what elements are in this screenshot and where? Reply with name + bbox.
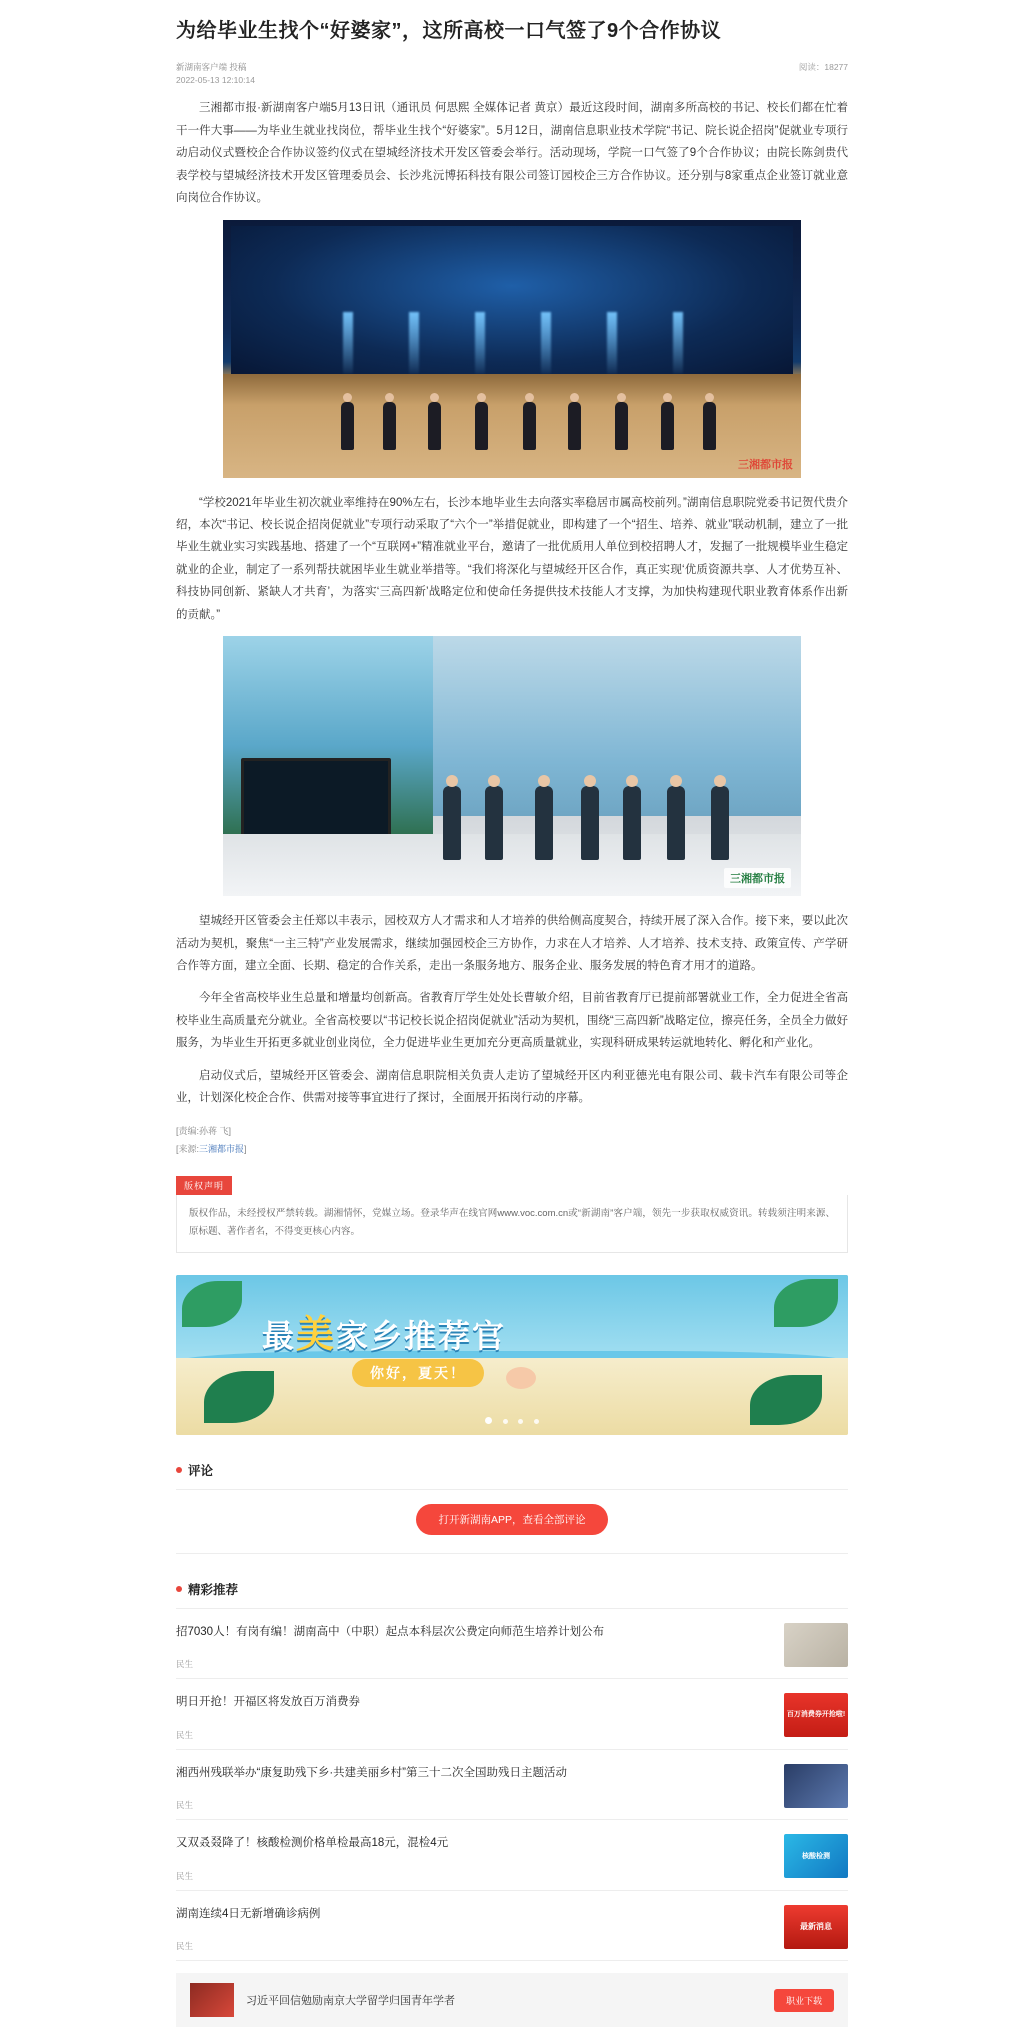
thumbnail-image bbox=[784, 1764, 848, 1808]
copyright-tag: 版权声明 bbox=[176, 1176, 232, 1195]
list-item-title: 招7030人！有岗有编！湖南高中（中职）起点本科层次公费定向师范生培养计划公布 bbox=[176, 1625, 605, 1638]
list-item-source: 民生 bbox=[176, 1659, 194, 1670]
list-item-text bbox=[176, 1905, 772, 1953]
list-item-title: 湘西州残联举办“康复助残下乡·共建美丽乡村”第三十二次全国助残日主题活动 bbox=[176, 1766, 567, 1779]
thumbnail-caption: 核酸检测 bbox=[802, 1853, 830, 1861]
list-item-text bbox=[176, 1693, 772, 1741]
list-item-title: 又双叒叕降了！核酸检测价格单检最高18元，混检4元 bbox=[176, 1837, 449, 1850]
source-prefix: [来源: bbox=[176, 1143, 200, 1154]
led-screen bbox=[231, 226, 793, 376]
copyright-notice bbox=[176, 1176, 848, 1253]
photo-watermark: 三湘都市报 bbox=[724, 868, 791, 888]
list-item[interactable] bbox=[176, 1609, 848, 1679]
promo-banner[interactable] bbox=[176, 1275, 848, 1435]
open-app-cta-wrap bbox=[176, 1490, 848, 1553]
article-container bbox=[176, 0, 848, 1253]
list-item-source: 民生 bbox=[176, 1729, 194, 1740]
section-marker-icon bbox=[176, 1586, 182, 1592]
download-button[interactable]: 职业下载 bbox=[774, 1989, 834, 2012]
source-credit bbox=[176, 1141, 848, 1158]
publish-datetime: 2022-05-13 12:10:14 bbox=[176, 75, 255, 86]
company-visit-photo bbox=[223, 636, 801, 896]
article-figure-2 bbox=[223, 636, 801, 896]
thumbnail-caption: 百万消费券开抢啦! bbox=[786, 1710, 846, 1718]
app-download-bar[interactable] bbox=[176, 1973, 848, 2027]
comments-section bbox=[176, 1435, 848, 1554]
list-item-text bbox=[176, 1834, 772, 1882]
meta-source-row bbox=[176, 60, 848, 74]
article-figure-1 bbox=[223, 220, 801, 478]
page-title: 为给毕业生找个“好婆家”，这所高校一口气签了9个合作协议 bbox=[176, 20, 722, 42]
list-item-source: 民生 bbox=[176, 1941, 194, 1952]
open-app-button[interactable]: 打开新湖南APP，查看全部评论 bbox=[416, 1504, 607, 1535]
stage-ceremony-photo bbox=[223, 220, 801, 478]
app-bar-title: 习近平回信勉励南京大学留学归国青年学者 bbox=[246, 1995, 455, 2008]
section-marker-icon bbox=[176, 1467, 182, 1473]
thumbnail-image bbox=[784, 1905, 848, 1949]
banner-subtitle: 你好，夏天！ bbox=[352, 1359, 484, 1387]
banner-dot[interactable] bbox=[485, 1417, 492, 1424]
banner-dot[interactable] bbox=[534, 1419, 539, 1424]
article-meta bbox=[176, 60, 848, 97]
copyright-text: 版权作品，未经授权严禁转载。湖湘情怀，党媒立场。登录华声在线官网www.voc.com.cn或“新湖南”客户端，领先一步获取权威资讯。转载须注明来源、原标题、著作者名，不得变更核心内容。 bbox=[176, 1195, 848, 1253]
list-item[interactable] bbox=[176, 1679, 848, 1749]
recommend-heading bbox=[176, 1568, 848, 1608]
article-paragraph: “学校2021年毕业生初次就业率维持在90%左右，长沙本地毕业生去向落实率稳居市属高校前列。”湖南信息职院党委书记贺代贵介绍，本次“书记、校长说企招岗促就业”专项行动采取了“六个一”举措促就业，即构建了一个“招生、培养、就业”联动机制，建立了一批毕业生就业实习实践基地、搭建了一个“互联网+”精准就业平台，邀请了一批优质用人单位到校招聘人才，发掘了一批规模毕业生稳定就业的企业，制定了一系列帮扶就困毕业生就业举措等。“我们将深化与望城经开区合作，真正实现‘优质资源共享、人才优势互补、科技协同创新、紧缺人才共育’，为落实‘三高四新’战略定位和使命任务提供技术技能人才支撑，为加快构建现代职业教育体系作出新的贡献。” bbox=[176, 496, 848, 621]
article-paragraph: 启动仪式后，望城经开区管委会、湖南信息职院相关负责人走访了望城经开区内利亚德光电有限公司、载卡汽车有限公司等企业，计划深化校企合作、供需对接等事宜进行了探讨，全面展开拓岗行动的序幕。 bbox=[176, 1069, 848, 1105]
recommend-section bbox=[176, 1554, 848, 1962]
comments-heading-label: 评论 bbox=[188, 1463, 214, 1478]
tv-display bbox=[241, 758, 391, 844]
banner-title-part2: 家乡推荐官 bbox=[336, 1317, 507, 1354]
banner-dots[interactable] bbox=[176, 1411, 848, 1429]
thumbnail-image bbox=[784, 1623, 848, 1667]
photo-watermark: 三湘都市报 bbox=[738, 458, 793, 471]
list-item[interactable] bbox=[176, 1820, 848, 1890]
view-count: 阅读：18277 bbox=[798, 62, 848, 72]
list-item-source: 民生 bbox=[176, 1800, 194, 1811]
author-name: 投稿 bbox=[229, 62, 247, 72]
article-paragraph: 望城经开区管委会主任郑以丰表示，园校双方人才需求和人才培养的供给侧高度契合，持续开展了深入合作。接下来，要以此次活动为契机，聚焦“一主三特”产业发展需求，继续加强园校企三方协作，力求在人才培养、人才培养、技术支持、政策宣传、产学研合作等方面，建立全面、长期、稳定的合作关系，走出一条服务地方、服务企业、服务发展的特色育才用才的道路。 bbox=[176, 915, 848, 972]
list-item[interactable] bbox=[176, 1750, 848, 1820]
banner-title-part1: 最 bbox=[262, 1317, 297, 1354]
article-credits bbox=[176, 1123, 848, 1157]
list-item-title: 明日开抢！开福区将发放百万消费券 bbox=[176, 1696, 360, 1709]
banner-title bbox=[262, 1303, 506, 1358]
article-paragraph: 今年全省高校毕业生总量和增量均创新高。省教育厅学生处处长曹敏介绍，目前省教育厅已提前部署就业工作，全力促进全省高校毕业生高质量充分就业。全省高校要以“书记校长说企招岗促就业”活动为契机，围绕“三高四新”战略定位，擦亮任务，全员全力做好服务，为毕业生开拓更多就业创业岗位，全力促进毕业生更加充分更高质量就业，实现科研成果转运就地转化、孵化和产业化。 bbox=[176, 992, 848, 1050]
divider bbox=[176, 1960, 848, 1961]
thumbnail-caption: 最新消息 bbox=[800, 1922, 832, 1932]
thumbnail-image bbox=[784, 1834, 848, 1878]
banner-dot[interactable] bbox=[518, 1419, 523, 1424]
editor-credit: [责编:孙蒋 飞] bbox=[176, 1126, 232, 1137]
banner-dot[interactable] bbox=[503, 1419, 508, 1424]
list-item-source: 民生 bbox=[176, 1870, 194, 1881]
banner-title-highlight: 美 bbox=[296, 1313, 337, 1356]
list-item[interactable] bbox=[176, 1891, 848, 1961]
source-suffix: ] bbox=[244, 1143, 247, 1154]
source-name: 新湖南客户端 bbox=[176, 62, 228, 72]
source-link[interactable]: 三湘都市报 bbox=[199, 1143, 245, 1154]
list-item-text bbox=[176, 1623, 772, 1671]
thumbnail-image bbox=[784, 1693, 848, 1737]
list-item-text bbox=[176, 1764, 772, 1812]
comments-heading bbox=[176, 1449, 848, 1489]
recommend-heading-label: 精彩推荐 bbox=[188, 1582, 239, 1597]
swimmer-illustration bbox=[506, 1367, 536, 1389]
article-paragraph: 三湘都市报·新湖南客户端5月13日讯（通讯员 何思熙 全媒体记者 黄京）最近这段时间，湖南多所高校的书记、校长们都在忙着干一件大事——为毕业生就业找岗位，帮毕业生找个“好婆家”。5月12日，湖南信息职业技术学院“书记、院长说企招岗”促就业专项行动启动仪式暨校企合作协议签约仪式在望城经济技术开发区管委会举行。活动现场，学院一口气签了9个合作协议；由院长陈剑贵代表学校与望城经济技术开发区管理委员会、长沙兆沅博拓科技有限公司签订园校企三方合作协议。还分别与8家重点企业签订就业意向岗位合作协议。 bbox=[176, 102, 848, 205]
list-item-title: 湖南连续4日无新增确诊病例 bbox=[176, 1907, 321, 1920]
avatar bbox=[190, 1983, 234, 2017]
